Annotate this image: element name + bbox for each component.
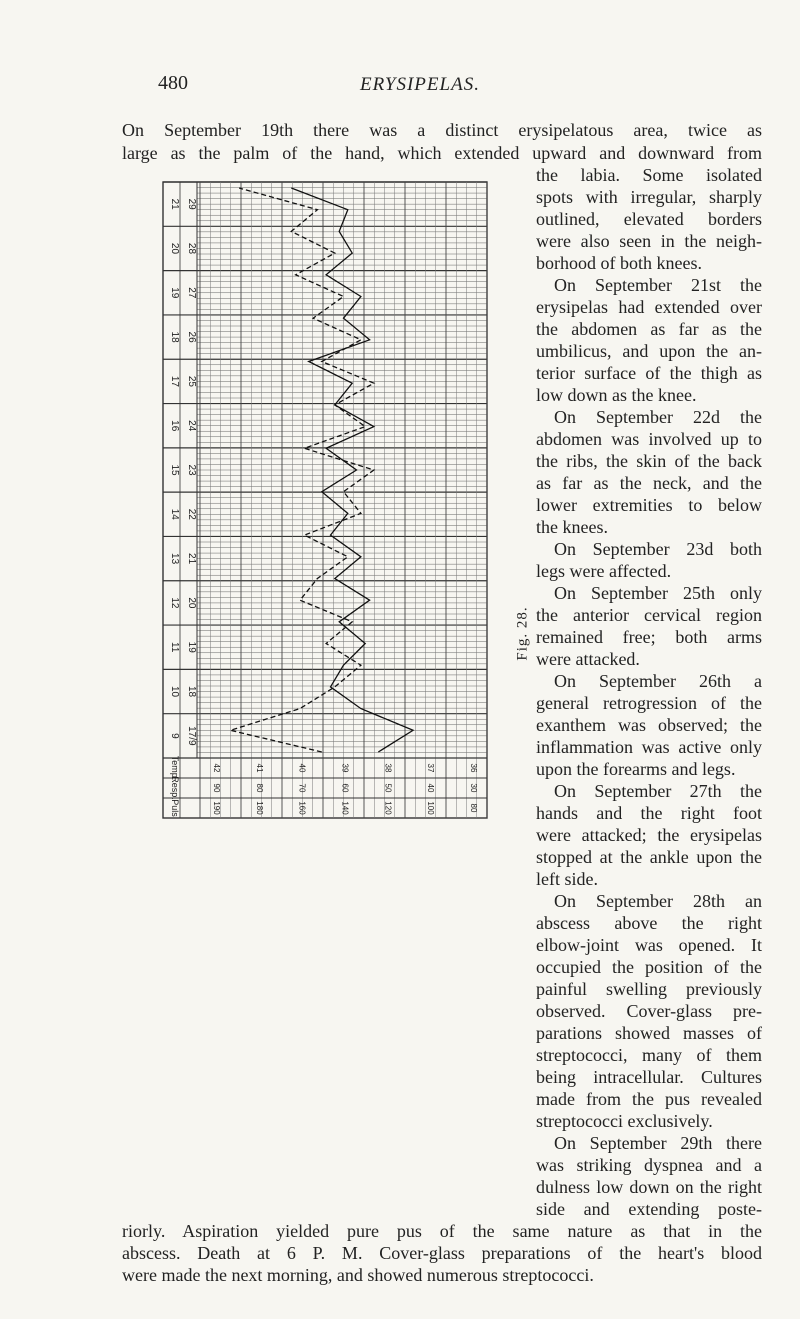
scale-tick-label: 80	[254, 783, 264, 793]
text-line: On September 19th there was a distinct erysipelatous area, twice as	[122, 120, 762, 140]
text-line: as far as the neck, and the	[536, 473, 762, 493]
scale-tick-label: 39	[340, 763, 350, 773]
date-label-date: 21	[186, 553, 197, 565]
scale-tick-label: 80	[469, 803, 478, 813]
figure-caption: Fig. 28.	[514, 606, 531, 661]
text-line: were also seen in the neigh-	[536, 231, 762, 251]
text-line: On September 28th an	[554, 891, 762, 911]
text-line: painful swelling previously	[536, 979, 762, 999]
date-label-day: 13	[169, 553, 180, 565]
chart-frame	[163, 182, 487, 818]
scale-tick-label: 60	[340, 783, 350, 793]
text-line: observed. Cover-glass pre-	[536, 1001, 762, 1021]
date-label-day: 21	[169, 198, 180, 210]
text-line: spots with irregular, sharply	[536, 187, 762, 207]
text-line: the ribs, the skin of the back	[536, 451, 762, 471]
text-line: abscess above the right	[536, 913, 762, 933]
text-line: legs were affected.	[536, 561, 672, 581]
scale-tick-label: 140	[340, 801, 350, 815]
text-line: On September 22d the	[554, 407, 762, 427]
date-label-date: 29	[186, 198, 197, 210]
text-line: large as the palm of the hand, which extended upward and downward from	[122, 143, 762, 163]
text-line: upon the forearms and legs.	[536, 759, 736, 779]
text-line: outlined, elevated borders	[536, 209, 762, 229]
text-line: umbilicus, and upon the an-	[536, 341, 762, 361]
scale-tick-label: 50	[383, 783, 393, 793]
text-line: the knees.	[536, 517, 608, 537]
scale-tick-label: 42	[212, 763, 221, 773]
text-line: the anterior cervical region	[536, 605, 762, 625]
date-label-day: 18	[169, 331, 180, 343]
scale-tick-label: 120	[383, 801, 393, 815]
text-line: On September 25th only	[554, 583, 762, 603]
scale-tick-label: 100	[426, 801, 436, 815]
text-line: stopped at the ankle upon the	[536, 847, 762, 867]
text-line: On September 23d both	[554, 539, 762, 559]
scale-tick-label: 30	[469, 783, 478, 793]
date-label-date: 20	[186, 597, 197, 609]
text-line: being intracellular. Cultures	[536, 1067, 762, 1087]
date-label-date: 24	[186, 420, 197, 432]
text-line: borhood of both knees.	[536, 253, 702, 273]
text-line: were made the next morning, and showed numerous streptococci.	[122, 1265, 594, 1285]
scale-tick-label: 37	[426, 763, 436, 773]
running-head: ERYSIPELAS.	[360, 74, 480, 95]
text-line: streptococci, many of them	[536, 1045, 762, 1065]
text-line: elbow-joint was opened. It	[536, 935, 762, 955]
text-line: riorly. Aspiration yielded pure pus of the same nature as that in the	[122, 1221, 762, 1241]
text-line: side and extending poste-	[536, 1199, 762, 1219]
scale-header: Resp.	[170, 776, 180, 800]
date-label-date: 26	[186, 331, 197, 343]
text-line: left side.	[536, 869, 598, 889]
date-label-date: 19	[186, 641, 197, 653]
text-line: general retrogression of the	[536, 693, 762, 713]
date-label-day: 12	[169, 597, 180, 609]
text-line: the abdomen as far as the	[536, 319, 762, 339]
scale-header: Puls	[170, 799, 180, 817]
date-label-date: 22	[186, 508, 197, 520]
scale-tick-label: 38	[383, 763, 393, 773]
text-line: exanthem was observed; the	[536, 715, 762, 735]
text-line: the labia. Some isolated	[536, 165, 762, 185]
text-line: inflammation was active only	[536, 737, 762, 757]
date-label-day: 17	[169, 375, 180, 387]
text-line: was striking dyspnea and a	[536, 1155, 762, 1175]
scale-tick-label: 90	[212, 783, 221, 793]
text-line: hands and the right foot	[536, 803, 762, 823]
date-label-date: 27	[186, 287, 197, 299]
scale-tick-label: 180	[254, 801, 264, 815]
date-label-date: 28	[186, 242, 197, 255]
text-line: abdomen was involved up to	[536, 429, 762, 449]
text-line: On September 21st the	[554, 275, 762, 295]
scale-tick-label: 41	[254, 763, 264, 773]
scale-tick-label: 40	[297, 763, 307, 773]
date-label-date: 18	[186, 685, 197, 698]
text-line: were attacked.	[536, 649, 640, 669]
text-line: erysipelas had extended over	[536, 297, 762, 317]
text-line: lower extremities to below	[536, 495, 762, 515]
date-label-day: 20	[169, 242, 180, 255]
page-number: 480	[158, 72, 188, 94]
text-line: made from the pus revealed	[536, 1089, 762, 1109]
text-line: On September 27th the	[554, 781, 762, 801]
date-label-day: 10	[169, 685, 180, 698]
text-line: occupied the position of the	[536, 957, 762, 977]
date-label-day: 19	[169, 287, 180, 299]
scale-tick-label: 160	[297, 801, 307, 815]
scale-header: Temp.	[170, 755, 180, 781]
text-line: terior surface of the thigh as	[536, 363, 762, 383]
date-label-day: 16	[169, 420, 180, 432]
text-line: remained free; both arms	[536, 627, 762, 647]
text-line: low down as the knee.	[536, 385, 697, 405]
date-label-day: 15	[169, 464, 180, 476]
date-label-day: 9	[169, 733, 180, 739]
date-label-date: 23	[186, 464, 197, 476]
date-label-date: 25	[186, 375, 197, 387]
text-line: dulness low down on the right	[536, 1177, 762, 1197]
scale-tick-label: 190	[212, 801, 221, 815]
text-line: were attacked; the erysipelas	[536, 825, 762, 845]
scale-tick-label: 36	[469, 763, 478, 773]
date-label-day: 14	[169, 508, 180, 520]
text-line: parations showed masses of	[536, 1023, 762, 1043]
scale-tick-label: 40	[426, 783, 436, 793]
text-line: On September 29th there	[554, 1133, 762, 1153]
date-label-day: 11	[169, 642, 180, 653]
text-line: abscess. Death at 6 P. M. Cover-glass preparations of the heart's blood	[122, 1243, 762, 1263]
date-label-date: 17/9	[186, 726, 197, 746]
text-line: On September 26th a	[554, 671, 762, 691]
text-line: streptococci exclusively.	[536, 1111, 713, 1131]
scale-tick-label: 70	[297, 783, 307, 793]
